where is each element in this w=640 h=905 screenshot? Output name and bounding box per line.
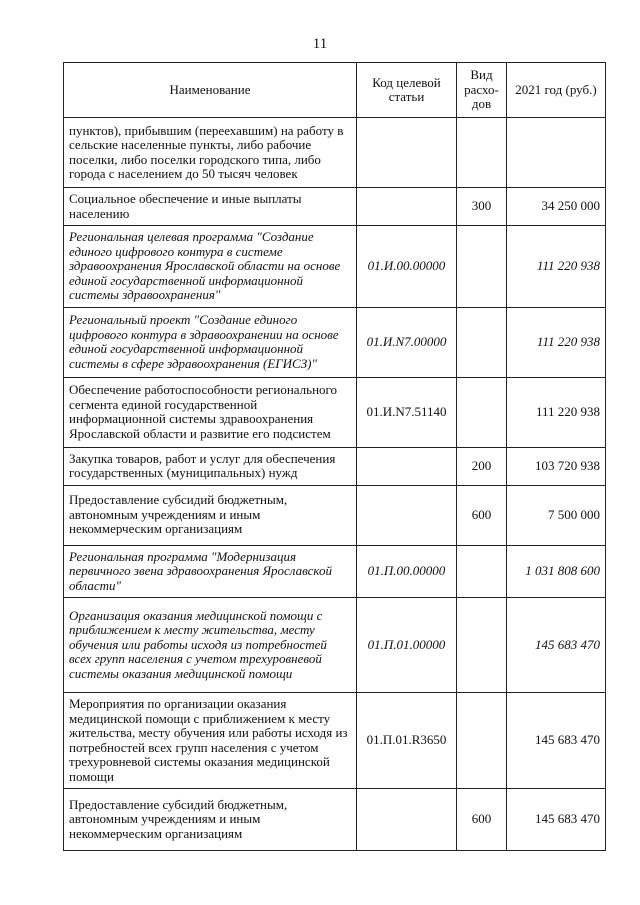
page-number: 11	[312, 36, 328, 52]
header-vid: Вид расхо-дов	[457, 63, 507, 118]
row-name: Закупка товаров, работ и услуг для обеспечения государственных (муниципальных) нужд	[64, 447, 357, 485]
row-name: Региональная программа "Модернизация первичного звена здравоохранения Ярославской области"	[64, 545, 357, 598]
row-vid: 300	[457, 188, 507, 226]
header-code: Код целевой статьи	[357, 63, 457, 118]
row-vid	[457, 693, 507, 789]
row-vid	[457, 118, 507, 188]
row-name: Социальное обеспечение и иные выплаты населению	[64, 188, 357, 226]
row-code	[357, 188, 457, 226]
row-code: 01.П.00.00000	[357, 545, 457, 598]
row-sum: 145 683 470	[507, 693, 606, 789]
row-vid: 600	[457, 789, 507, 851]
row-code	[357, 447, 457, 485]
row-name: Региональный проект "Создание единого цифрового контура в здравоохранении на основе единой государственной информационной системы в сфере здравоохранения (ЕГИСЗ)"	[64, 307, 357, 377]
table-row	[64, 789, 606, 851]
table-body	[64, 118, 606, 851]
row-sum: 103 720 938	[507, 447, 606, 485]
table-row	[64, 485, 606, 545]
row-vid	[457, 598, 507, 693]
row-name: Региональная целевая программа "Создание единого цифрового контура в системе здравоохранения Ярославской области на основе единой государственной информационной системы здравоохранения"	[64, 226, 357, 308]
row-vid	[457, 377, 507, 447]
row-sum: 111 220 938	[507, 377, 606, 447]
row-vid	[457, 545, 507, 598]
row-vid: 200	[457, 447, 507, 485]
row-code	[357, 485, 457, 545]
header-name: Наименование	[64, 63, 357, 118]
row-name: Предоставление субсидий бюджетным, автономным учреждениям и иным некоммерческим организациям	[64, 485, 357, 545]
table-row	[64, 598, 606, 693]
row-name: пунктов), прибывшим (переехавшим) на работу в сельские населенные пункты, либо рабочие поселки, либо поселки городского типа, либо города с населением до 50 тысяч человек	[64, 118, 357, 188]
row-sum: 1 031 808 600	[507, 545, 606, 598]
row-code: 01.И.00.00000	[357, 226, 457, 308]
row-code: 01.П.01.R3650	[357, 693, 457, 789]
table-row	[64, 447, 606, 485]
table-row	[64, 377, 606, 447]
table-row	[64, 693, 606, 789]
table-row	[64, 188, 606, 226]
row-name: Мероприятия по организации оказания медицинской помощи с приближением к месту жительства, месту обучения или работы исходя из потребностей всех групп населения с учетом трехуровневой системы оказания медицинской помощи	[64, 693, 357, 789]
row-code: 01.П.01.00000	[357, 598, 457, 693]
row-name: Обеспечение работоспособности регионального сегмента единой государственной информационной системы здравоохранения Ярославской области и развитие его подсистем	[64, 377, 357, 447]
row-sum: 111 220 938	[507, 307, 606, 377]
header-year: 2021 год (руб.)	[507, 63, 606, 118]
row-vid	[457, 226, 507, 308]
row-code	[357, 118, 457, 188]
table-header-row	[64, 63, 606, 118]
table-row	[64, 226, 606, 308]
row-code: 01.И.N7.51140	[357, 377, 457, 447]
table-row	[64, 118, 606, 188]
row-sum: 145 683 470	[507, 598, 606, 693]
row-code: 01.И.N7.00000	[357, 307, 457, 377]
row-sum: 145 683 470	[507, 789, 606, 851]
row-sum: 111 220 938	[507, 226, 606, 308]
budget-table	[63, 62, 606, 851]
row-vid	[457, 307, 507, 377]
row-name: Организация оказания медицинской помощи с приближением к месту жительства, месту обучения или работы исходя из потребностей всех групп населения с учетом трехуровневой системы оказания медицинской помощи	[64, 598, 357, 693]
row-sum: 7 500 000	[507, 485, 606, 545]
row-sum: 34 250 000	[507, 188, 606, 226]
table-row	[64, 307, 606, 377]
row-name: Предоставление субсидий бюджетным, автономным учреждениям и иным некоммерческим организациям	[64, 789, 357, 851]
table-row	[64, 545, 606, 598]
row-sum	[507, 118, 606, 188]
row-code	[357, 789, 457, 851]
row-vid: 600	[457, 485, 507, 545]
